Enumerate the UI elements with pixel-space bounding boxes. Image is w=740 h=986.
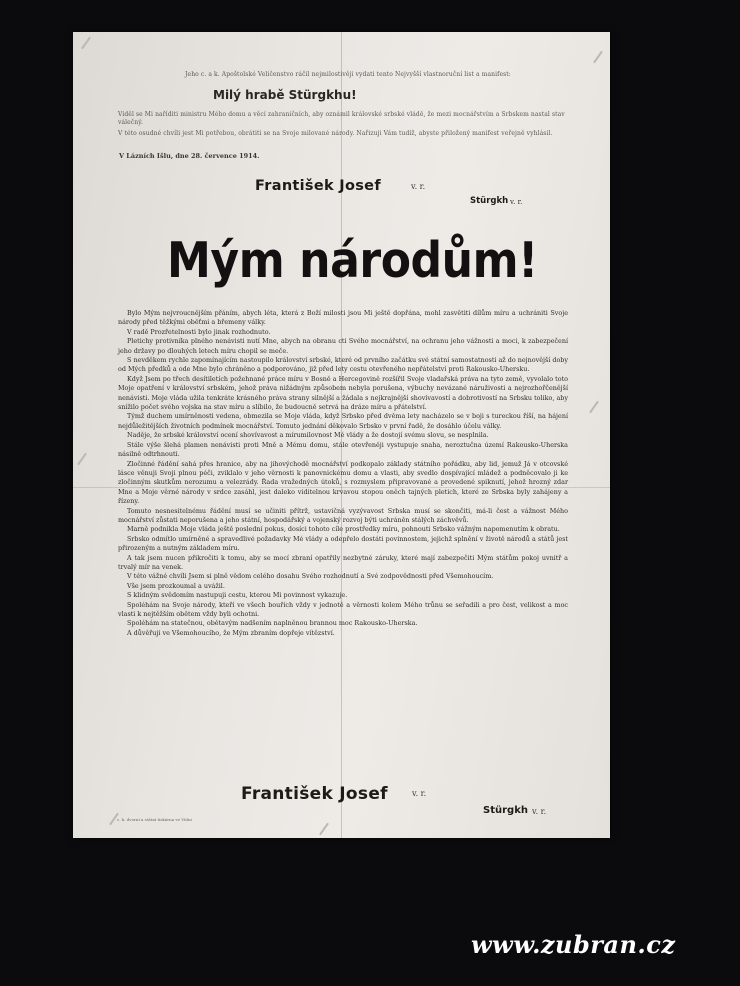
body-paragraph: Tomuto nesnesitelnému řádění musí se učiniti přítrž, ustavičná vyzývavost Srbska musí se skončiti, má-li čest a vážnost Mého mocnářství zůstati neporušena a jeho státní, hospodářský a vojenský rozvoj býti uchráněn stálých záchvěvů.: [118, 506, 568, 524]
pin-icon: [319, 823, 329, 836]
body-paragraph: S klidným svědomím nastupuji cestu, kterou Mi povinnost vykazuje.: [127, 591, 348, 600]
site-watermark: www.zubran.cz: [471, 930, 676, 959]
manifesto-headline: Mým národům!: [167, 232, 538, 289]
body-paragraph: A tak jsem nucen přikročiti k tomu, aby se mocí zbraní opatřily nezbytné záruky, které mají zabezpečiti Mým státům pokoj uvnitř a trvalý mír na venek.: [118, 553, 568, 571]
countersignature-bottom: Stürgkh: [483, 805, 528, 816]
countersignature: Stürgkh: [470, 196, 509, 206]
signature-suffix: v. r.: [411, 182, 426, 191]
pin-icon: [77, 453, 87, 466]
letter-date: V Lázních Išlu, dne 28. července 1914.: [119, 152, 260, 160]
intro-paragraph: V této osudné chvíli jest Mi potřebou, obrátiti se na Svoje milované národy. Nařizuji Vám tudíž, abyste přiložený manifest veřejně vyhlásil.: [118, 130, 553, 137]
intro-paragraph: Viděl se Mi naříditi ministru Mého domu a věcí zahraničních, aby oznámil královské srbské vládě, že mezi mocnářstvím a Srbskem nastal stav válečný.: [118, 111, 565, 126]
body-paragraph: A důvěřuji ve Všemohoucího, že Mým zbraním dopřeje vítězství.: [127, 628, 335, 637]
manifesto-body: [118, 309, 568, 638]
body-paragraph: Naděje, že srbské království ocení shovívavost a mírumilovnost Mé vlády a že dostojí svému slovu, se nesplnila.: [127, 431, 489, 440]
body-paragraph: V této vážné chvíli Jsem si plně vědom celého dosahu Svého rozhodnutí a Své zodpovědnosti před Všemohoucím.: [127, 572, 494, 581]
body-paragraph: Vše jsem prozkoumal a uvážil.: [127, 581, 225, 590]
body-paragraph: Spoléhám na statečnou, obětavým nadšením naplněnou brannou moc Rakousko-Uherska.: [127, 619, 418, 628]
signature-emperor: František Josef: [255, 178, 381, 194]
pin-icon: [593, 51, 603, 64]
body-paragraph: V radě Prozřetelnosti bylo jinak rozhodnuto.: [127, 327, 271, 336]
body-paragraph: Marně podnikla Moje vláda ještě poslední pokus, dosíci tohoto cíle prostředky míru, pohnouti Srbsko vážným napomenutím k obratu.: [127, 525, 560, 534]
countersignature-suffix: v. r.: [510, 198, 523, 206]
pin-icon: [81, 37, 91, 50]
signature-suffix: v. r.: [412, 789, 427, 798]
body-paragraph: Pletichy protivníka plného nenávisti nutí Mne, abych na obranu cti Svého mocnářství, na ochranu jeho vážnosti a moci, k zabezpečení jeho državy po dlouhých letech míru chopil se meče.: [118, 337, 568, 355]
body-paragraph: Týmž duchem umírněnosti vedena, obmezila se Moje vláda, když Srbsko před dvěma lety nacházelo se v boji s tureckou říší, na hájení nejdůležitějších životních podmínek mocnářství. Tomuto jednání děkovalo Srbsko v první řadě, že dosáhlo účelu války.: [118, 412, 568, 430]
body-paragraph: Stále výše šlehá plamen nenávisti proti Mně a Mému domu, stále otevřeněji vystupuje snaha, neroztučna území Rakousko-Uherska násilně odtrhnouti.: [118, 440, 568, 459]
signature-emperor-bottom: František Josef: [241, 784, 388, 804]
manifesto-poster: [73, 32, 610, 838]
body-paragraph: Spoléhám na Svoje národy, kteří ve všech bouřích vždy v jednotě a věrnosti kolem Mého trůnu se seřadili a pro čest, velikost a moc vlasti k nejtěžším obětem vždy byli ochotni.: [118, 600, 568, 618]
countersignature-suffix: v. r.: [532, 807, 547, 816]
body-paragraph: Srbsko odmítlo umírněné a spravedlivé požadavky Mé vlády a odepřelo dostáti povinnostem, jejichž splnění v životě národů a států jest přirozeným a nutným základem míru.: [118, 534, 568, 553]
body-paragraph: Zločinné řádění sahá přes hranice, aby na jihovýchodě mocnářství podkopalo základy státního pořádku, aby lid, jemuž Já v otcovské lásce věnuji Svoji plnou péči, zviklalo v jeho věrnosti k panovnickému domu a vlasti, aby svedlo dospívající mládež a podněcovalo ji ke zločinným skutkům nerozumu a velezrády. Řada vražedných útoků, s rozmyslem připravované a provedené spiknutí, jehož hrozný zdar Mne a Moje věrné národy v srdce zasáhl, jest daleko viditelnou krvavou stopou oněch tajných pletich, které ze Srbska byly zahájeny a řízeny.: [118, 459, 568, 506]
salutation: Milý hrabě Stürgkhu!: [213, 88, 357, 102]
body-paragraph: S nevděkem rychle zapomínajícím nastoupilo království srbské, které od prvního začátku své státní samostatnosti až do nejnovější doby od Mých předků a ode Mne bylo chráněno a podporováno, již před lety cestu otevřeného nepřátelství proti Rakousko-Uhersku.: [118, 356, 568, 374]
body-paragraph: Bylo Mým nejvroucnějším přáním, abych léta, která z Boží milosti jsou Mi ještě dopřána, mohl zasvětiti dílům míru a uchrániti Svoje národy před těžkými oběťmi a břemeny války.: [118, 309, 568, 327]
printer-imprint: c. k. dvorní a státní tiskárna ve Vídni: [117, 817, 192, 822]
pin-icon: [589, 401, 599, 414]
intro-line: Jeho c. a k. Apoštolské Veličenstvo ráčil nejmilostivěji vydati tento Nejvyšší vlastnoruční list a manifest:: [185, 71, 511, 78]
body-paragraph: Když Jsem po třech desítiletích požehnané práce míru v Bosně a Hercegovině rozšířil Svoje vladařská práva na tyto země, vyvolalo toto Moje opatření v království srbském, jehož práva nižádným způsobem nebyla porušena, výbuchy nevázané náruživosti a nejrozhořčenější nenávisti. Moje vláda užila tenkráte krásného práva strany silnější a žádala s nejkrajnější shovívavostí a dobrotivostí na Srbsku toliko, aby snížilo počet svého vojska na stav míru a slíbilo, že budoucně setrvá na dráze míru a přátelství.: [118, 374, 568, 412]
